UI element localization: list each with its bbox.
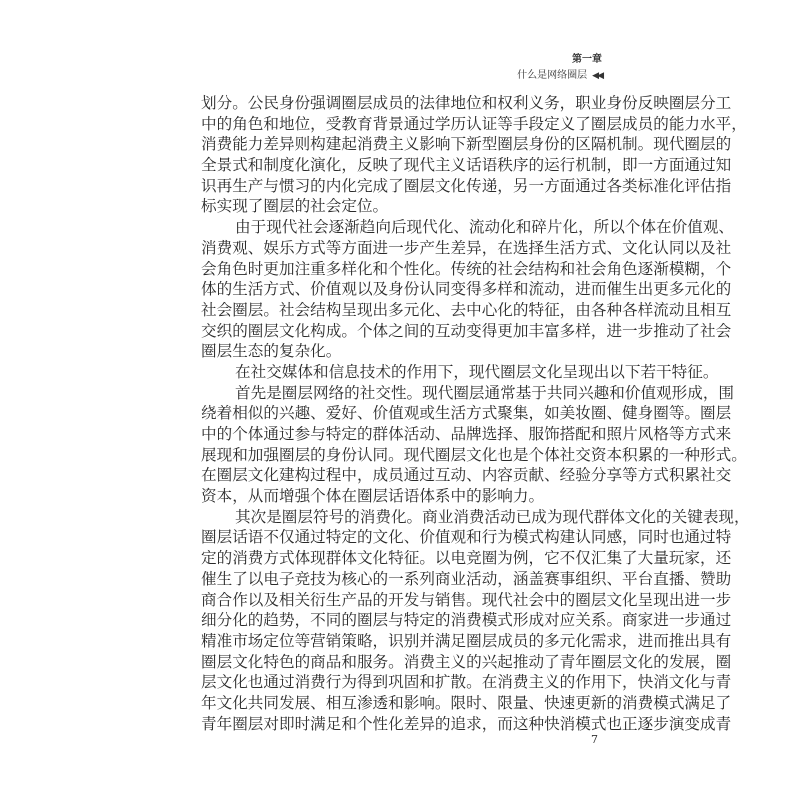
text-line: 全景式和制度化演化，反映了现代主义话语秩序的运行机制，即一方面通过知	[201, 156, 732, 175]
text-line: 定的消费方式体现群体文化特征。以电竞圈为例，它不仅汇集了大量玩家，还	[201, 549, 732, 568]
paragraph	[201, 507, 750, 735]
text-line: 交织的圈层文化构成。个体之间的互动变得更加丰富多样，进一步推动了社会	[201, 321, 732, 340]
section-title: 什么是网络圈层	[517, 70, 588, 81]
text-line: 社会圈层。社会结构呈现出多元化、去中心化的特征，由各种各样流动且相互	[201, 300, 732, 319]
text-line: 在圈层文化建构过程中，成员通过互动、内容贡献、经验分享等方式积累社交	[201, 466, 732, 485]
text-line: 划分。公民身份强调圈层成员的法律地位和权利义务，职业身份反映圈层分工	[201, 94, 732, 112]
chapter-label: 第一章	[572, 54, 602, 65]
text-line: 体的生活方式、价值观以及身份认同变得多样和流动，进而催生出更多元化的	[201, 280, 732, 299]
text-line: 细分化的趋势，不同的圈层与特定的消费模式形成对应关系。商家进一步通过	[201, 611, 732, 630]
text-line: 精准市场定位等营销策略，识别并满足圈层成员的多元化需求，进而推出具有	[201, 631, 732, 650]
paragraph	[201, 383, 747, 507]
text-line: 层文化也通过消费行为得到巩固和扩散。在消费主义的作用下，快消文化与青	[201, 673, 732, 692]
page-number: 7	[591, 733, 598, 746]
text-line: 圈层话语不仅通过特定的文化、价值观和行为模式构建认同感，同时也通过特	[201, 528, 732, 547]
text-line: 消费观、娱乐方式等方面进一步产生差异，在选择生活方式、文化认同以及社	[201, 238, 732, 257]
text-line: 首先是圈层网络的社交性。现代圈层通常基于共同兴趣和价值观形成，围	[235, 383, 735, 402]
text-line: 资本，从而增强个体在圈层话语体系中的影响力。	[201, 487, 545, 506]
double-arrow-icon: ◀◀	[592, 71, 602, 81]
text-line: 标实现了圈层的社会定位。	[201, 197, 389, 216]
text-line: 中的角色和地位，受教育背景通过学历认证等手段定义了圈层成员的能力水平，	[201, 114, 747, 133]
text-line: 催生了以电子竞技为核心的一系列商业活动，涵盖赛事组织、平台直播、赞助	[201, 569, 732, 588]
text-line: 圈层生态的复杂化。	[201, 342, 342, 361]
text-line: 展现和加强圈层的身份认同。现代圈层文化也是个体社交资本积累的一种形式。	[201, 445, 747, 464]
text-line: 消费能力差异则构建起消费主义影响下新型圈层身份的区隔机制。现代圈层的	[201, 135, 732, 154]
text-line: 商合作以及相关衍生产品的开发与销售。现代社会中的圈层文化呈现出进一步	[201, 590, 732, 609]
paragraph	[201, 362, 719, 383]
text-line: 由于现代社会逐渐趋向后现代化、流动化和碎片化，所以个体在价值观、	[235, 218, 735, 237]
text-line: 会角色时更加注重多样化和个性化。传统的社会结构和社会角色逐渐模糊，个	[201, 259, 732, 278]
text-line: 其次是圈层符号的消费化。商业消费活动已成为现代群体文化的关键表现，	[235, 507, 750, 526]
text-line: 识再生产与惯习的内化完成了圈层文化传递，另一方面通过各类标准化评估指	[201, 176, 732, 195]
body-text	[201, 93, 750, 734]
paragraph	[201, 93, 747, 217]
paragraph	[201, 217, 735, 362]
text-line: 绕着相似的兴趣、爱好、价值观或生活方式聚集，如美妆圈、健身圈等。圈层	[201, 404, 732, 423]
text-line: 在社交媒体和信息技术的作用下，现代圈层文化呈现出以下若干特征。	[235, 362, 719, 381]
running-header	[517, 66, 602, 81]
text-line: 青年圈层对即时满足和个性化差异的追求，而这种快消模式也正逐步演变成青	[201, 714, 732, 733]
text-line: 中的个体通过参与特定的群体活动、品牌选择、服饰搭配和照片风格等方式来	[201, 425, 732, 443]
text-line: 圈层文化特色的商品和服务。消费主义的兴起推动了青年圈层文化的发展，圈	[201, 652, 732, 671]
text-line: 年文化共同发展、相互渗透和影响。限时、限量、快速更新的消费模式满足了	[201, 693, 732, 712]
